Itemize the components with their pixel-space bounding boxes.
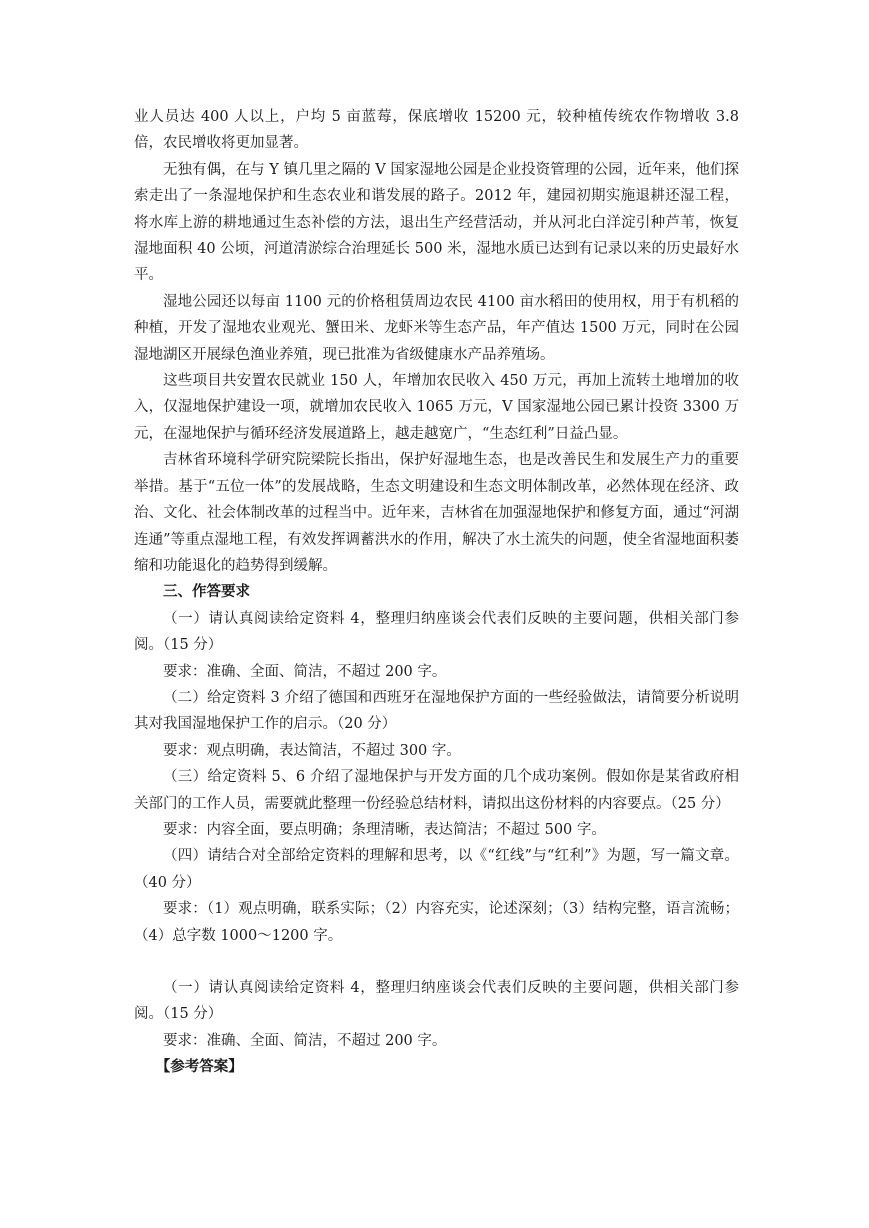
material-paragraph: 无独有偶，在与 Y 镇几里之隔的 V 国家湿地公园是企业投资管理的公园，近年来，他们探索走出了一条湿地保护和生态农业和谐发展的路子。2012 年，建园初期实施退耕还湿工程，将水库上游的耕地通过生态补偿的方法，退出生产经营活动，并从河北白洋淀引种芦苇，恢复湿地面积 40 公顷，河道清淤综合治理延长 500 米，湿地水质已达到有记录以来的历史最好水平。: [134, 161, 739, 284]
reference-answer-heading: 【参考答案】: [155, 1059, 243, 1076]
answer-question-requirement: 要求：准确、全面、简洁，不超过 200 字。: [163, 1032, 447, 1049]
section-heading: 三、作答要求: [163, 584, 250, 601]
question-prompt: （二）给定资料 3 介绍了德国和西班牙在湿地保护方面的一些经验做法，请简要分析说明其对我国湿地保护工作的启示。（20 分）: [134, 689, 739, 733]
material-paragraph: 这些项目共安置农民就业 150 人，年增加农民收入 450 万元，再加上流转土地增加的收入，仅湿地保护建设一项，就增加农民收入 1065 万元，V 国家湿地公园已累计投资 3300 万元，在湿地保护与循环经济发展道路上，越走越宽广，“生态红利”日益凸显。: [134, 373, 739, 442]
answer-question-prompt: （一）请认真阅读给定资料 4，整理归纳座谈会代表们反映的主要问题，供相关部门参阅。（15 分）: [134, 980, 739, 1023]
material-paragraph: 业人员达 400 人以上，户均 5 亩蓝莓，保底增收 15200 元，较种植传统农作物增收 3.8 倍，农民增收将更加显著。: [134, 109, 739, 152]
document-page: [134, 104, 739, 1081]
question-requirement: 要求：准确、全面、简洁，不超过 200 字。: [163, 663, 447, 680]
spacer: [134, 949, 739, 975]
question-prompt: （三）给定资料 5、6 介绍了湿地保护与开发方面的几个成功案例。假如你是某省政府相关部门的工作人员，需要就此整理一份经验总结材料，请拟出这份材料的内容要点。（25 分）: [134, 769, 739, 812]
question-prompt: （四）请结合对全部给定资料的理解和思考，以《“红线”与“红利”》为题，写一篇文章。（40 分）: [134, 848, 739, 891]
question-prompt: （一）请认真阅读给定资料 4，整理归纳座谈会代表们反映的主要问题，供相关部门参阅。（15 分）: [134, 610, 739, 654]
material-paragraph: 湿地公园还以每亩 1100 元的价格租赁周边农民 4100 亩水稻田的使用权，用于有机稻的种植，开发了湿地农业观光、蟹田米、龙虾米等生态产品，年产值达 1500 万元，同时在公园湿地湖区开展绿色渔业养殖，现已批准为省级健康水产品养殖场。: [134, 293, 739, 363]
question-requirement: 要求：（1）观点明确，联系实际；（2）内容充实，论述深刻；（3）结构完整，语言流畅；（4）总字数 1000～1200 字。: [134, 901, 739, 944]
question-requirement: 要求：内容全面，要点明确；条理清晰，表达简洁；不超过 500 字。: [163, 821, 606, 838]
material-paragraph: 吉林省环境科学研究院梁院长指出，保护好湿地生态，也是改善民生和发展生产力的重要举措。基于“五位一体”的发展战略，生态文明建设和生态文明体制改革，必然体现在经济、政治、文化、社会体制改革的过程当中。近年来，吉林省在加强湿地保护和修复方面，通过“河湖连通”等重点湿地工程，有效发挥调蓄洪水的作用，解决了水土流失的问题，使全省湿地面积萎缩和功能退化的趋势得到缓解。: [134, 452, 739, 574]
question-requirement: 要求：观点明确，表达简洁，不超过 300 字。: [163, 742, 461, 759]
